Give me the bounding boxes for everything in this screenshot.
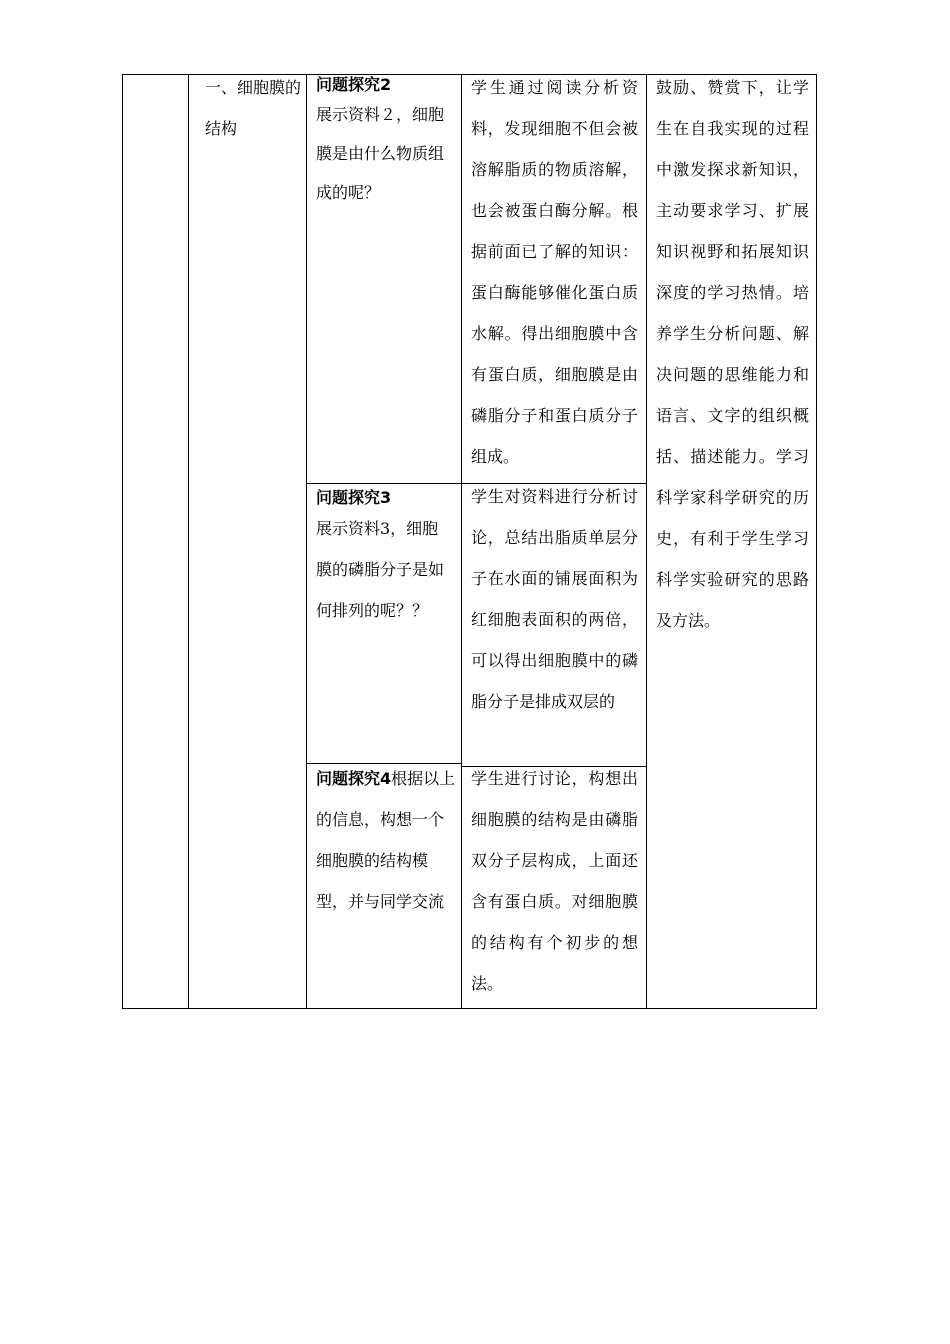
teacher-activity: 展示资料２，细胞膜是由什么物质组成的呢？ (316, 105, 445, 202)
design-intent-cell (656, 67, 809, 641)
inquiry-heading: 问题探究2 (316, 75, 392, 94)
column-divider-4 (646, 74, 647, 1009)
student-cell-2 (471, 476, 638, 722)
inquiry-heading: 问题探究4 (316, 769, 392, 788)
teacher-cell-1 (316, 67, 454, 212)
column-divider-2 (306, 74, 307, 1009)
teacher-cell-2 (316, 480, 454, 631)
teacher-cell-3 (316, 758, 456, 922)
student-cell-3 (471, 758, 638, 1004)
teacher-activity-with-heading: 问题探究4根据以上的信息，构想一个细胞膜的结构模型，并与同学交流 (316, 769, 456, 911)
column-divider-1 (188, 74, 189, 1009)
student-activity: 学生进行讨论，构想出细胞膜的结构是由磷脂双分子层构成，上面还含有蛋白质。对细胞膜的结构有个初步的想法。 (471, 769, 638, 993)
student-cell-1 (471, 67, 638, 477)
table-border-right (816, 74, 817, 1009)
section-title: 一、细胞膜的结构 (205, 78, 302, 138)
column-divider-3 (461, 74, 462, 1009)
inquiry-heading: 问题探究3 (316, 488, 392, 507)
teacher-activity: 展示资料3，细胞膜的磷脂分子是如何排列的呢？？ (316, 519, 445, 620)
table-border-left (122, 74, 123, 1009)
design-intent-text: 鼓励、赞赏下，让学生在自我实现的过程中激发探求新知识，主动要求学习、扩展知识视野和拓展知识深度的学习热情。培养学生分析问题、解决问题的思维能力和语言、文字的组织概括、描述能力。学习科学家科学研究的历史，有利于学生学习科学实验研究的思路及方法。 (656, 78, 809, 630)
table-border-bottom (122, 1008, 817, 1009)
student-activity: 学生对资料进行分析讨论，总结出脂质单层分子在水面的铺展面积为红细胞表面积的两倍，可以得出细胞膜中的磷脂分子是排成双层的 (471, 487, 638, 711)
student-activity: 学生通过阅读分析资料，发现细胞不但会被溶解脂质的物质溶解，也会被蛋白酶分解。根据前面已了解的知识：蛋白酶能够催化蛋白质水解。得出细胞膜中含有蛋白质，细胞膜是由磷脂分子和蛋白质分子组成。 (471, 78, 638, 466)
